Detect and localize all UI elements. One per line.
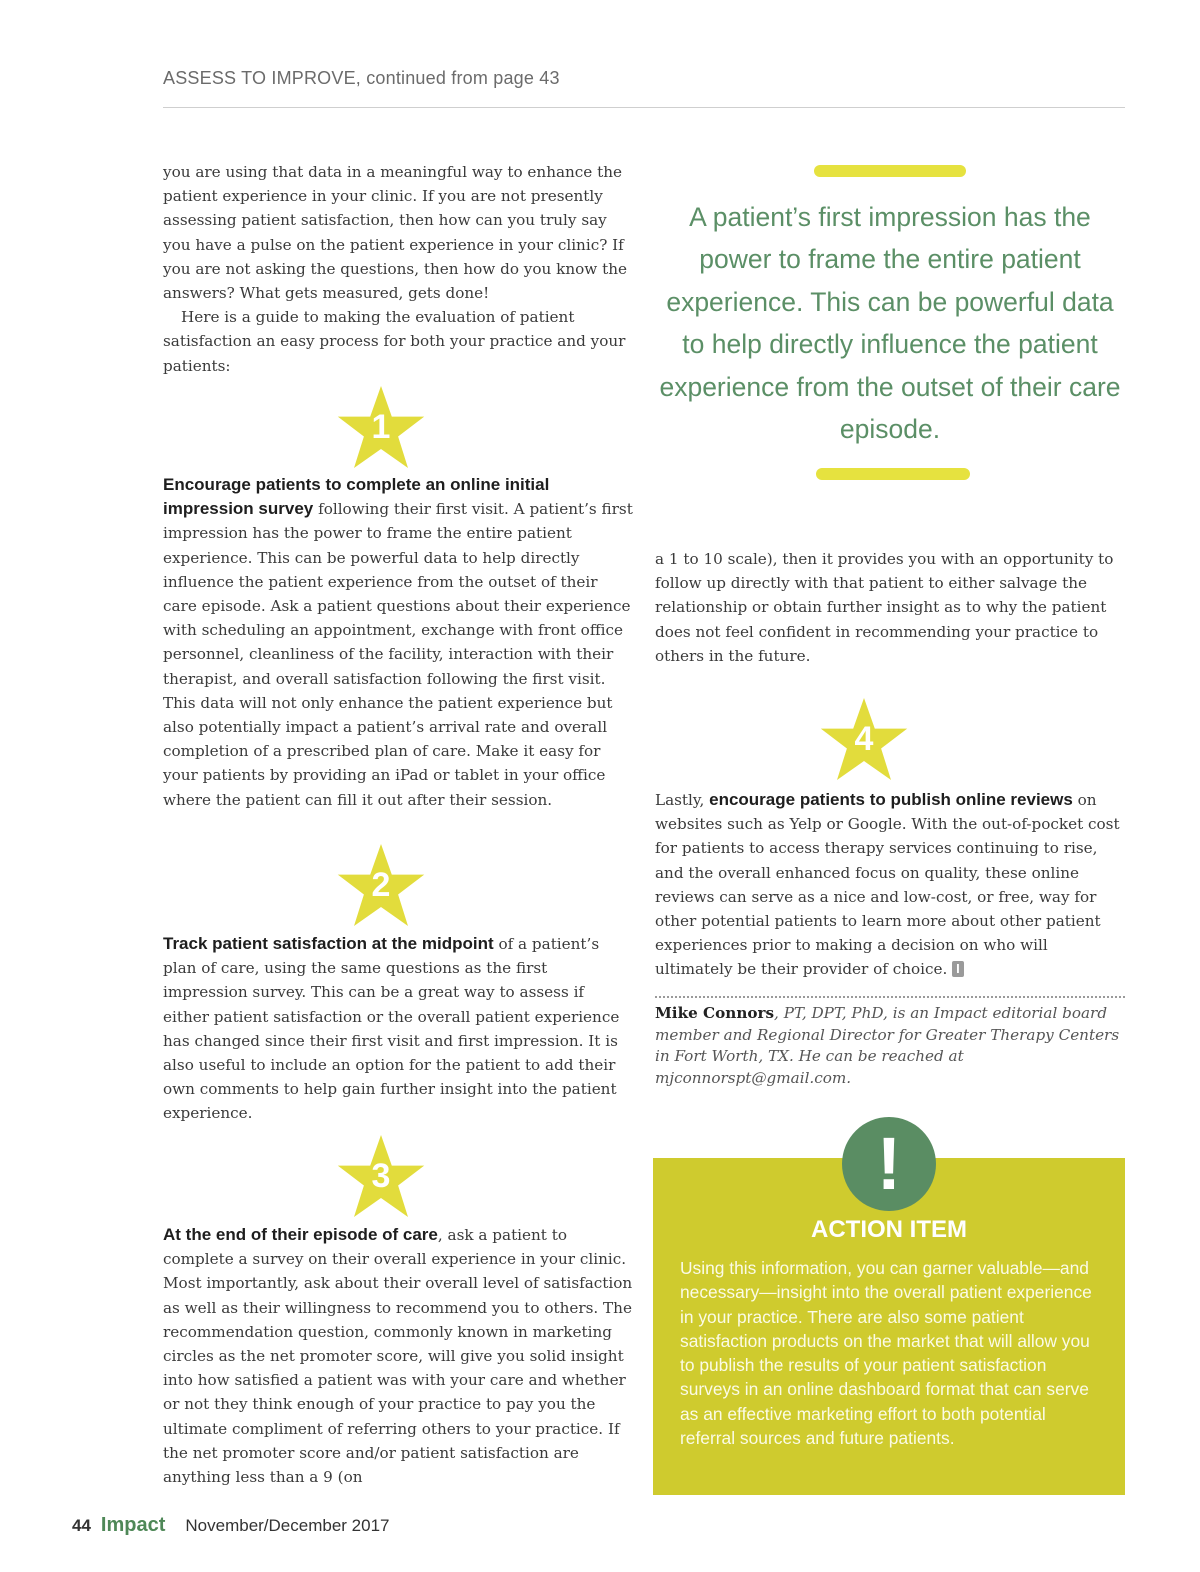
step-3-text xyxy=(163,1223,633,1489)
step-1-lead: Encourage patients to complete an online initial impression survey xyxy=(163,475,550,519)
byline-divider xyxy=(655,996,1125,998)
running-head xyxy=(163,68,1125,108)
step-1-text xyxy=(163,473,633,812)
step-4-body: on websites such as Yelp or Google. With the out-of-pocket cost for patients to access therapy services continuing to rise, and the overall enhanced focus on quality, these online reviews can serve as a nice and low-cost, or free, way for other potential patients to learn more about other patient experiences prior to making a decision on who will ultimately be their provider of choice. xyxy=(655,791,1120,979)
author-name: Mike Connors xyxy=(655,1004,775,1022)
step-3-body: , ask a patient to complete a survey on their overall experience in your clinic. Most importantly, ask about their overall level of satisfaction as well as their willingness to recommend you to others. The recommendation question, commonly known in marketing circles as the net promoter score, will give you solid insight into how satisfied a patient was with your care and whether or not they think enough of your practice to pay you the ultimate compliment of referring others to your practice. If the net promoter score and/or patient satisfaction are anything less than a 9 (on xyxy=(163,1226,633,1487)
running-head-text: ASSESS TO IMPROVE, continued from page 43 xyxy=(163,68,560,88)
pull-quote: A patient’s first impression has the power to frame the entire patient experience. This can be powerful data to help directly influence the patient experience from the outset of their care episode. xyxy=(659,202,1121,445)
step-4-star-icon xyxy=(819,696,909,782)
intro-paragraph-2: Here is a guide to making the evaluation of patient satisfaction an easy process for both your practice and your patients: xyxy=(163,308,626,375)
step-1-body: following their first visit. A patient’s first impression has the power to frame the entire patient experience. This can be powerful data to help directly influence the patient experience from the outset of their care episode. Ask a patient questions about their experience with scheduling an appointment, exchange with front office personnel, cleanliness of the facility, interaction with their therapist, and overall satisfaction following the first visit. This data will not only enhance the patient experience but also potentially impact a patient’s arrival rate and overall completion of a prescribed plan of care. Make it easy for your patients by providing an iPad or tablet in your office where the patient can fill it out after their session. xyxy=(163,500,633,809)
step-4-text xyxy=(655,788,1125,982)
step-2-text xyxy=(163,932,633,1126)
end-mark-icon: I xyxy=(952,961,964,977)
highlight-bar-top xyxy=(814,165,966,177)
step-3-lead: At the end of their episode of care xyxy=(163,1225,438,1244)
step-2-body: of a patient’s plan of care, using the same questions as the first impression survey. This can be a great way to assess if either patient satisfaction or the overall patient experience has changed since their first visit and first impression. It is also useful to include an option for the patient to add their own comments to help gain further insight into the patient experience. xyxy=(163,935,620,1123)
page-number: 44 xyxy=(72,1516,91,1535)
continuation-text xyxy=(655,547,1125,668)
step-2-star-icon xyxy=(336,842,426,928)
page-footer xyxy=(72,1514,390,1538)
author-byline xyxy=(655,1003,1125,1089)
continuation-paragraph: a 1 to 10 scale), then it provides you with an opportunity to follow up directly with that patient to either salvage the relationship or obtain further insight as to why the patient does not feel confident in recommending your practice to others in the future. xyxy=(655,550,1114,665)
action-item-body: Using this information, you can garner valuable—and necessary—insight into the overall patient experience in your practice. There are also some patient satisfaction products on the market that will allow you to publish the results of your patient satisfaction surveys in an online dashboard format that can serve as an effective marketing effort to both potential referral sources and future patients. xyxy=(680,1258,1092,1449)
issue-date: November/December 2017 xyxy=(185,1516,390,1535)
author-bio: , PT, DPT, PhD, is an Impact editorial board member and Regional Director for Greater Therapy Centers in Fort Worth, TX. He can be reached at mjconnorspt@gmail.com. xyxy=(655,1004,1120,1087)
step-4-lead: encourage patients to publish online reviews xyxy=(709,790,1073,809)
step-2-lead: Track patient satisfaction at the midpoint xyxy=(163,934,494,953)
step-3-star-icon xyxy=(336,1133,426,1219)
step-1-number: 1 xyxy=(371,408,391,446)
step-4-number: 4 xyxy=(854,720,874,758)
step-2-number: 2 xyxy=(371,866,391,904)
magazine-name: Impact xyxy=(100,1514,166,1536)
intro-paragraph-1: you are using that data in a meaningful way to enhance the patient experience in your clinic. If you are not presently assessing patient satisfaction, then how can you truly say you have a pulse on the patient experience in your clinic? If you are not asking the questions, then how do you know the answers? What gets measured, gets done! xyxy=(163,163,627,303)
exclamation-icon: ! xyxy=(842,1117,936,1211)
step-1-star-icon xyxy=(336,384,426,470)
action-item-title: ACTION ITEM xyxy=(811,1216,967,1243)
step-3-number: 3 xyxy=(371,1157,391,1195)
intro-text xyxy=(163,160,633,378)
step-4-intro: Lastly, xyxy=(655,791,710,809)
highlight-bar-bottom xyxy=(816,468,970,480)
